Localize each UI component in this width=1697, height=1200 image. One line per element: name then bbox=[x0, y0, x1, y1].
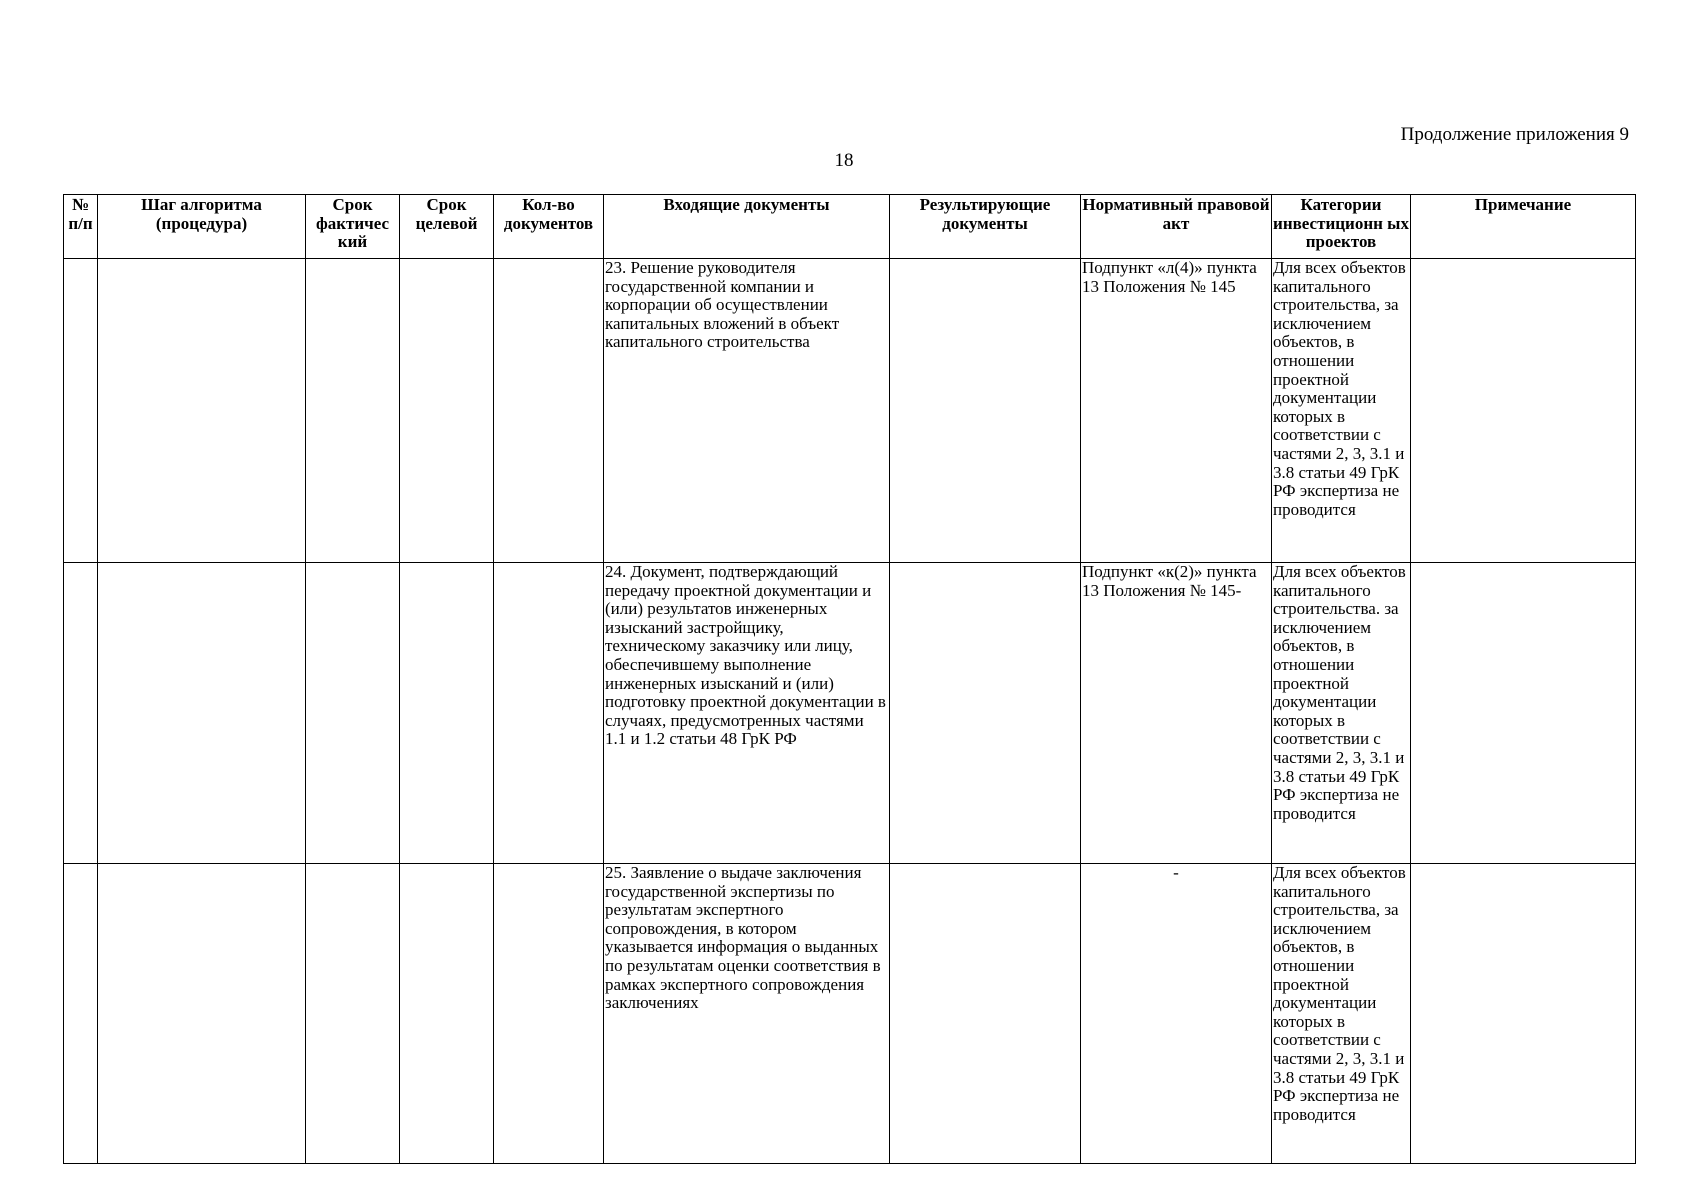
header-input-docs: Входящие документы bbox=[604, 195, 890, 259]
cell-category: Для всех объектов капитального строительства, за исключением объектов, в отношении проектной документации которых в соответствии с частями 2, 3, 3.1 и 3.8 статьи 49 ГрК РФ экспертиза не проводится bbox=[1272, 259, 1411, 563]
header-result-docs: Результирующие документы bbox=[890, 195, 1081, 259]
cell-legal-act: Подпункт «к(2)» пункта 13 Положения № 145- bbox=[1081, 563, 1272, 864]
cell-step bbox=[98, 259, 306, 563]
cell-result-doc bbox=[890, 864, 1081, 1164]
cell-doc-count bbox=[494, 864, 604, 1164]
cell-category: Для всех объектов капитального строительства, за исключением объектов, в отношении проектной документации которых в соответствии с частями 2, 3, 3.1 и 3.8 статьи 49 ГрК РФ экспертиза не проводится bbox=[1272, 864, 1411, 1164]
cell-input-doc: 23. Решение руководителя государственной компании и корпорации об осуществлении капитальных вложений в объект капитального строительства bbox=[604, 259, 890, 563]
cell-term-actual bbox=[306, 259, 400, 563]
cell-number bbox=[64, 864, 98, 1164]
cell-step bbox=[98, 864, 306, 1164]
cell-legal-act: - bbox=[1081, 864, 1272, 1164]
cell-term-target bbox=[400, 563, 494, 864]
header-legal-act: Нормативный правовой акт bbox=[1081, 195, 1272, 259]
header-categories: Категории инвестиционн ых проектов bbox=[1272, 195, 1411, 259]
algorithm-table bbox=[63, 194, 1636, 1164]
cell-term-target bbox=[400, 259, 494, 563]
cell-category: Для всех объектов капитального строительства. за исключением объектов, в отношении проектной документации которых в соответствии с частями 2, 3, 3.1 и 3.8 статьи 49 ГрК РФ экспертиза не проводится bbox=[1272, 563, 1411, 864]
cell-result-doc bbox=[890, 563, 1081, 864]
cell-term-actual bbox=[306, 864, 400, 1164]
cell-step bbox=[98, 563, 306, 864]
cell-number bbox=[64, 259, 98, 563]
cell-doc-count bbox=[494, 563, 604, 864]
cell-legal-act: Подпункт «л(4)» пункта 13 Положения № 145 bbox=[1081, 259, 1272, 563]
cell-input-doc: 24. Документ, подтверждающий передачу проектной документации и (или) результатов инженерных изысканий застройщику, техническому заказчику или лицу, обеспечившему выполнение инженерных изысканий и (или) подготовку проектной документации в случаях, предусмотренных частями 1.1 и 1.2 статьи 48 ГрК РФ bbox=[604, 563, 890, 864]
header-note: Примечание bbox=[1411, 195, 1636, 259]
page-number: 18 bbox=[834, 150, 854, 171]
table-row bbox=[64, 259, 1636, 563]
cell-result-doc bbox=[890, 259, 1081, 563]
table-row bbox=[64, 864, 1636, 1164]
annex-label: Продолжение приложения 9 bbox=[1400, 124, 1629, 145]
cell-number bbox=[64, 563, 98, 864]
cell-term-target bbox=[400, 864, 494, 1164]
table-row bbox=[64, 563, 1636, 864]
header-doc-count: Кол-во документов bbox=[494, 195, 604, 259]
header-term-actual: Срок фактичес кий bbox=[306, 195, 400, 259]
cell-term-actual bbox=[306, 563, 400, 864]
header-term-target: Срок целевой bbox=[400, 195, 494, 259]
header-number: № п/п bbox=[64, 195, 98, 259]
header-step: Шаг алгоритма (процедура) bbox=[98, 195, 306, 259]
cell-input-doc: 25. Заявление о выдаче заключения государственной экспертизы по результатам экспертного сопровождения, в котором указывается информация о выданных по результатам оценки соответствия в рамках экспертного сопровождения заключениях bbox=[604, 864, 890, 1164]
cell-doc-count bbox=[494, 259, 604, 563]
cell-note bbox=[1411, 864, 1636, 1164]
cell-note bbox=[1411, 563, 1636, 864]
table-header-row bbox=[64, 195, 1636, 259]
cell-note bbox=[1411, 259, 1636, 563]
